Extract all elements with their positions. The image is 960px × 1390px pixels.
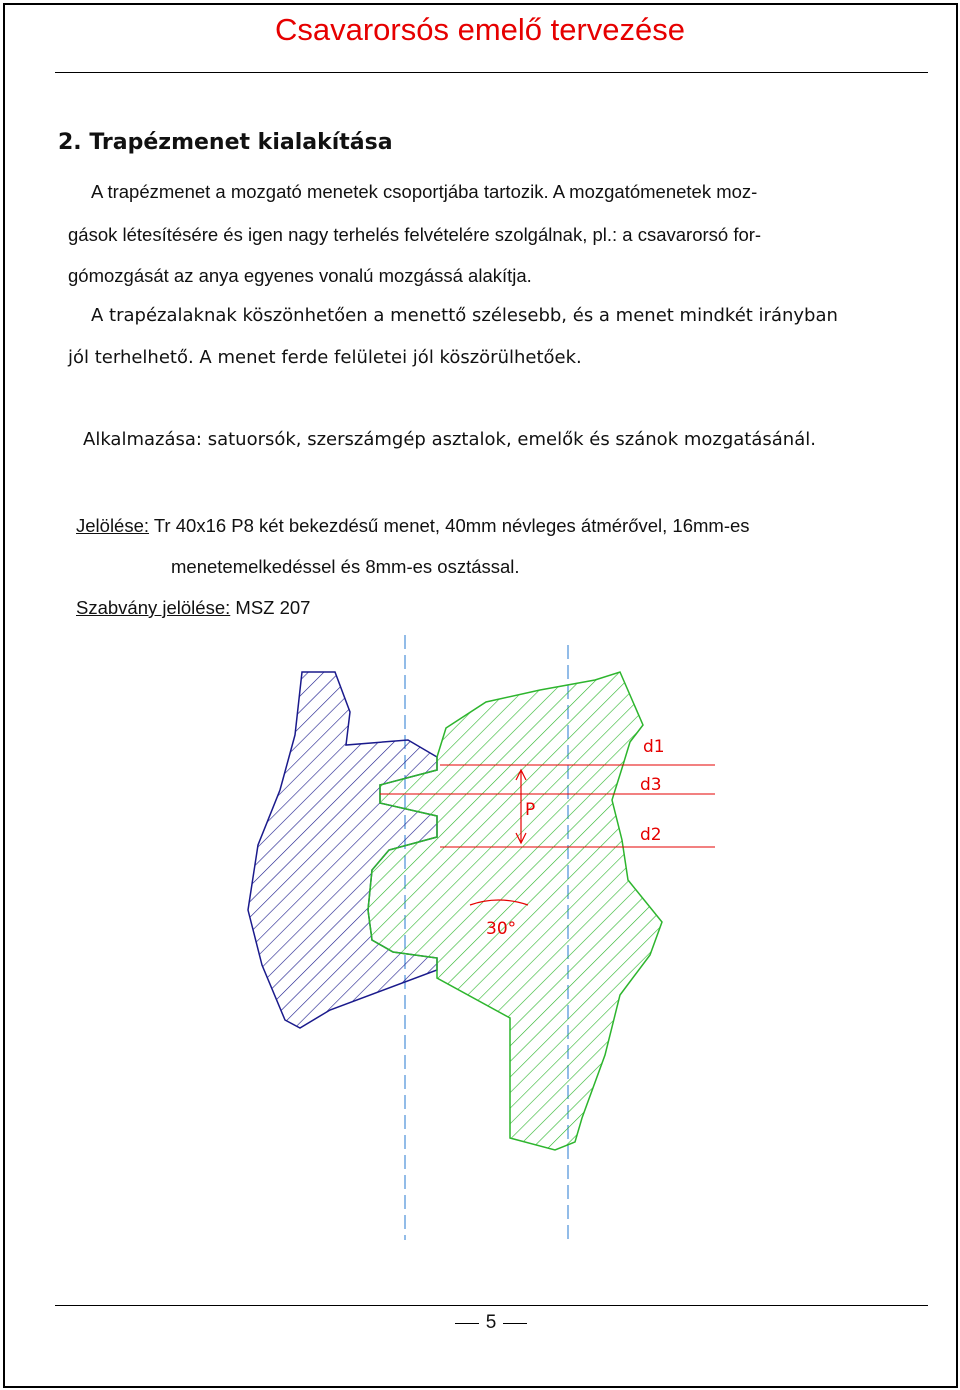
marking-label: Jelölése: [76,515,150,536]
page-number: 5 [455,1312,527,1334]
d3-label: d3 [640,775,662,795]
paragraph-line: gások létesítésére és igen nagy terhelés felvételére szolgálnak, pl.: a csavarorsó for- [68,224,762,245]
angle-label: 30° [486,919,517,939]
d1-label: d1 [643,737,665,757]
application-line: Alkalmazása: satuorsók, szerszámgép asztalok, emelők és szánok mozgatásánál. [83,429,816,450]
page-title: Csavarorsós emelő tervezése [274,12,686,47]
pitch-label: P [525,800,536,820]
paragraph-line: gómozgását az anya egyenes vonalú mozgássá alakítja. [68,265,532,286]
paragraph-line: jól terhelhető. A menet ferde felületei jól köszörülhetőek. [68,347,582,368]
marking-text: Tr 40x16 P8 két bekezdésű menet, 40mm névleges átmérővel, 16mm-es [149,515,750,536]
marking-line-2: menetemelkedéssel és 8mm-es osztással. [171,556,520,577]
standard-value: MSZ 207 [230,597,311,618]
standard-label: Szabvány jelölése: [76,597,231,618]
section-heading: 2. Trapézmenet kialakítása [58,130,393,155]
paragraph-line: A trapézalaknak köszönhetően a menettő szélesebb, és a menet mindkét irányban [91,305,838,326]
d2-label: d2 [640,825,662,845]
paragraph-line: A trapézmenet a mozgató menetek csoportjába tartozik. A mozgatómenetek moz- [91,181,758,202]
footer-divider [55,1305,928,1306]
